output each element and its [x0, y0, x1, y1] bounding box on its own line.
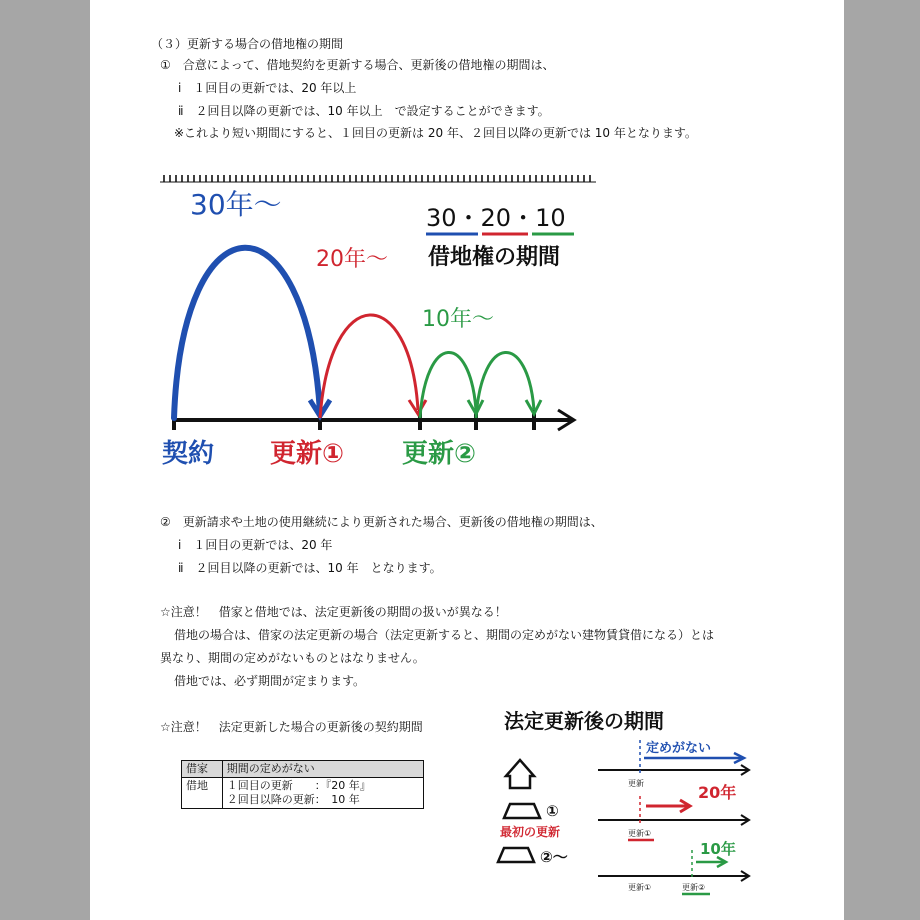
table-cell-line: ２回目以降の更新： 10 年	[226, 793, 360, 806]
paragraph-1-note: ※これより短い期間にすると、１回目の更新は 20 年、２回目以降の更新では 10 年となります。	[174, 126, 697, 140]
lease-period-figure	[160, 172, 596, 478]
row1-tick-label: 更新	[628, 779, 644, 788]
land-icon-2	[498, 848, 534, 862]
table-row	[182, 778, 424, 809]
row1-label: 定めがない	[646, 741, 712, 756]
table-cell-line: １回目の更新 ：『20 年』	[226, 779, 371, 792]
label-renew1: 更新①	[270, 439, 345, 469]
statutory-renewal-table	[181, 760, 424, 809]
paragraph-1-item-ii: ⅱ ２回目以降の更新では、10 年以上 で設定することができます。	[178, 104, 550, 118]
arc-10-years-1	[420, 352, 476, 418]
row3-tick-label-1: 更新①	[628, 883, 652, 892]
statutory-renewal-figure	[488, 700, 760, 896]
table-cell-head: 借地	[182, 778, 223, 809]
paragraph-2-intro: ② 更新請求や土地の使用継続により更新された場合、更新後の借地権の期間は、	[160, 515, 603, 529]
header-title: 借地権の期間	[428, 245, 561, 270]
paragraph-1-item-i: ⅰ １回目の更新では、20 年以上	[178, 81, 357, 95]
land-icon-1	[504, 804, 540, 818]
caution-1-line-1: 借地の場合は、借家の法定更新の場合（法定更新すると、期間の定めがない建物賃貸借になる）とは	[174, 628, 715, 642]
arc-20-years	[320, 315, 418, 418]
arc-30-years	[174, 248, 320, 418]
label-first-renewal-sub: 最初の更新	[500, 825, 561, 839]
section-title: （３）更新する場合の借地権の期間	[151, 37, 344, 51]
document-page	[90, 0, 844, 920]
caution-2-title: ☆注意！ 法定更新した場合の更新後の契約期間	[160, 720, 423, 734]
table-cell-head: 借家	[182, 761, 223, 778]
row3-label: 10年	[700, 840, 736, 858]
figure2-title: 法定更新後の期間	[504, 709, 664, 733]
label-first-renewal: ①	[546, 802, 559, 820]
row2-tick-label: 更新①	[628, 829, 652, 838]
arc-10-years-2	[476, 352, 534, 418]
label-30-years: 30年～	[190, 188, 282, 221]
label-10-years: 10年～	[422, 307, 494, 332]
paragraph-2-item-ii: ⅱ ２回目以降の更新では、10 年 となります。	[178, 561, 442, 575]
label-second-renewal: ②～	[540, 848, 568, 866]
lease-period-drawing	[160, 172, 596, 478]
table-row	[182, 761, 424, 778]
row3-tick-label-2: 更新②	[682, 883, 706, 892]
label-contract: 契約	[162, 439, 215, 469]
paragraph-1-intro: ① 合意によって、借地契約を更新する場合、更新後の借地権の期間は、	[160, 58, 555, 72]
statutory-renewal-drawing	[488, 700, 760, 896]
spiral-binding	[164, 175, 590, 182]
header-numbers: 30・20・10	[426, 204, 566, 232]
caution-1-line-2: 異なり、期間の定めがないものとはなりません。	[160, 651, 425, 665]
label-20-years: 20年～	[316, 247, 388, 272]
paragraph-2-item-i: ⅰ １回目の更新では、20 年	[178, 538, 333, 552]
table-cell-body: 期間の定めがない	[222, 761, 423, 778]
caution-1-title: ☆注意！ 借家と借地では、法定更新後の期間の扱いが異なる！	[160, 605, 507, 619]
house-icon	[506, 760, 534, 788]
row2-label: 20年	[698, 783, 737, 802]
label-renew2: 更新②	[402, 439, 477, 469]
table-cell-body	[222, 778, 423, 809]
caution-1-line-3: 借地では、必ず期間が定まります。	[174, 674, 366, 688]
